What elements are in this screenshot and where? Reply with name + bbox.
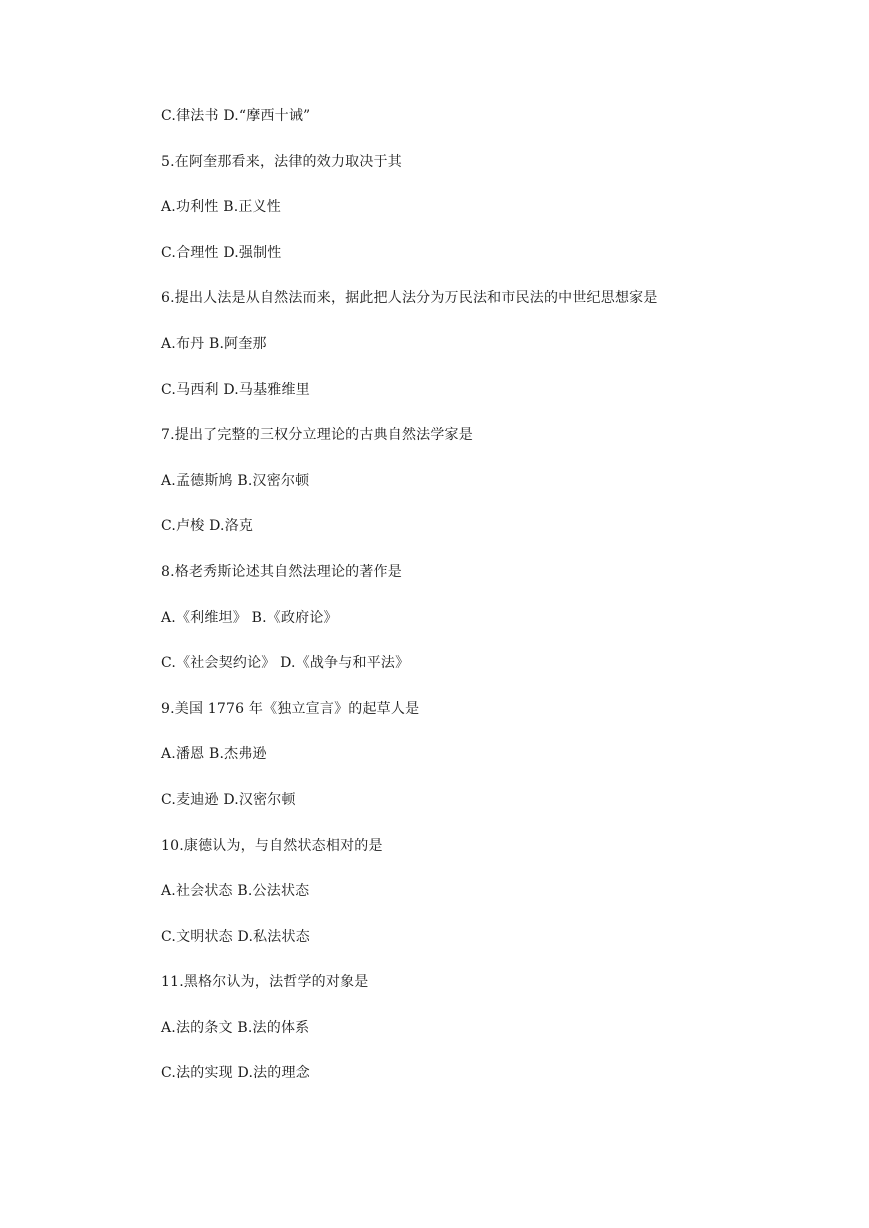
option-line: C.马西利 D.马基雅维里 — [161, 381, 310, 398]
option-line: A.法的条文 B.法的体系 — [161, 1019, 310, 1036]
option-line: C.律法书 D.“摩西十诫” — [161, 108, 311, 124]
option-line: C.合理性 D.强制性 — [161, 244, 282, 261]
question-line: 7.提出了完整的三权分立理论的古典自然法学家是 — [161, 427, 473, 444]
option-line: C.法的实现 D.法的理念 — [161, 1065, 310, 1082]
option-line: C.卢梭 D.洛克 — [161, 518, 254, 535]
option-line: C.《社会契约论》 D.《战争与和平法》 — [161, 655, 410, 672]
question-line: 11.黑格尔认为，法哲学的对象是 — [161, 974, 369, 991]
option-line: A.功利性 B.正义性 — [161, 199, 281, 216]
option-line: C.麦迪逊 D.汉密尔顿 — [161, 791, 296, 808]
question-line: 9.美国 1776 年《独立宣言》的起草人是 — [161, 700, 420, 717]
option-line: A.社会状态 B.公法状态 — [161, 883, 310, 900]
option-line: A.潘恩 B.杰弗逊 — [161, 746, 267, 763]
option-line: C.文明状态 D.私法状态 — [161, 928, 310, 945]
option-line: A.孟德斯鸠 B.汉密尔顿 — [161, 472, 310, 489]
question-line: 5.在阿奎那看来，法律的效力取决于其 — [161, 153, 402, 170]
option-line: A.《利维坦》 B.《政府论》 — [161, 609, 338, 626]
question-line: 8.格老秀斯论述其自然法理论的著作是 — [161, 563, 402, 580]
option-line: A.布丹 B.阿奎那 — [161, 335, 267, 352]
question-line: 10.康德认为，与自然状态相对的是 — [161, 837, 383, 854]
question-list — [161, 104, 841, 1107]
question-line: 6.提出人法是从自然法而来，据此把人法分为万民法和市民法的中世纪思想家是 — [161, 290, 658, 307]
